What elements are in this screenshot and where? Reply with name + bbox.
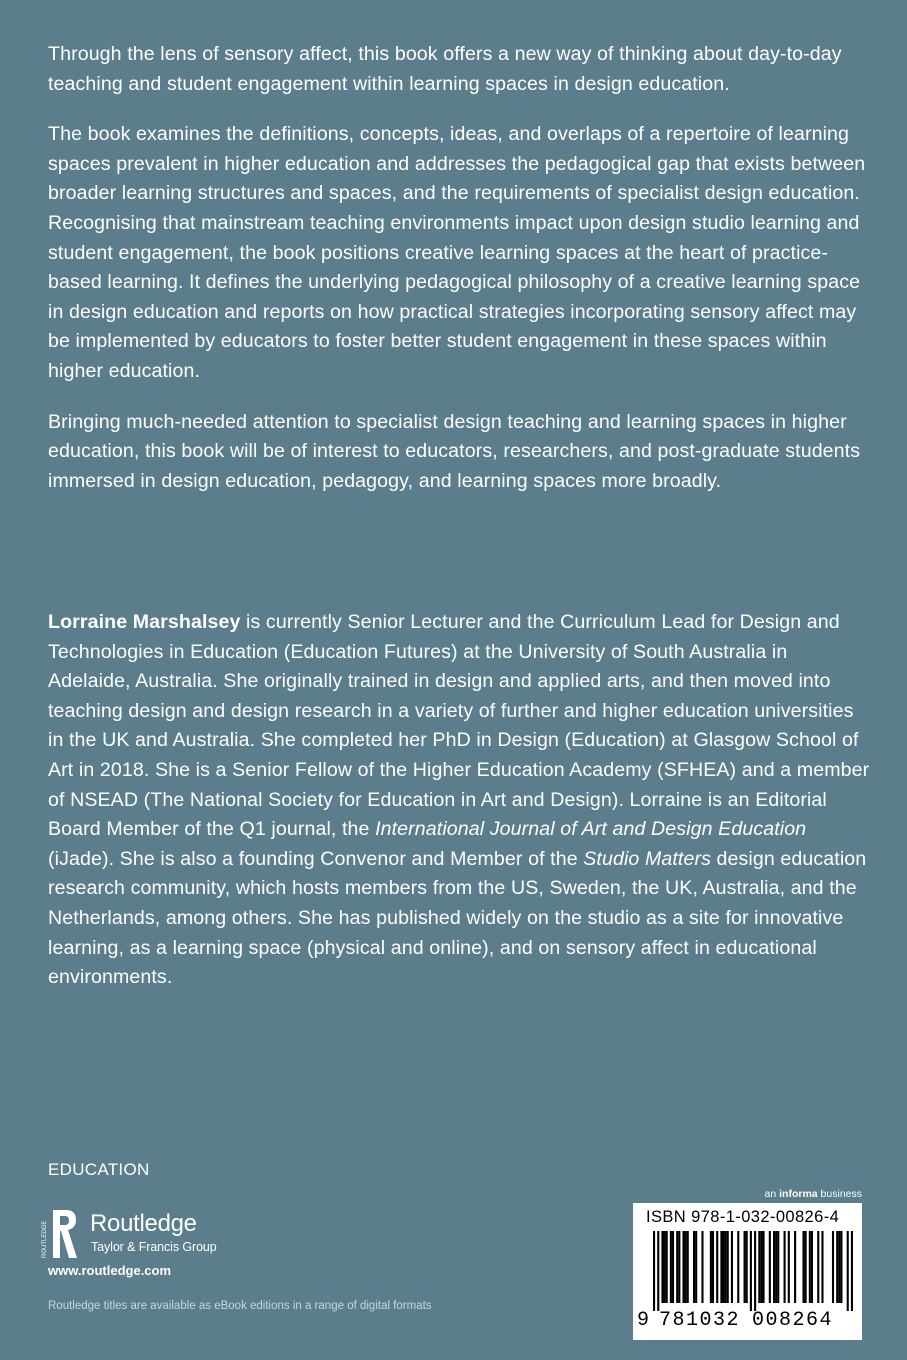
barcode-bar xyxy=(737,1231,739,1303)
bio-text-2: (iJade). She is also a founding Convenor and Member of the xyxy=(48,847,584,870)
barcode-bar xyxy=(777,1231,779,1303)
barcode-bar xyxy=(754,1231,756,1311)
blurb-paragraph-3: Bringing much-needed attention to specialist design teaching and learning spaces in higher education, this book will be of interest to educators, researchers, and post-graduate students immersed in design education, pedagogy, and learning spaces more broadly. xyxy=(48,410,861,492)
isbn-barcode xyxy=(633,1203,862,1340)
barcode-bar xyxy=(836,1231,838,1303)
routledge-r-icon xyxy=(40,1206,80,1262)
barcode-bar xyxy=(701,1231,703,1303)
barcode-bar xyxy=(661,1231,663,1303)
barcode-bar xyxy=(672,1231,674,1303)
barcode-bar xyxy=(670,1231,672,1303)
blurb-paragraph-1: Through the lens of sensory affect, this book offers a new way of thinking about day-to-day teaching and student engagement within learning spaces in design education. xyxy=(48,43,842,95)
barcode-bar xyxy=(722,1231,724,1303)
ebook-note: Routledge titles are available as eBook editions in a range of digital formats xyxy=(48,1300,432,1312)
barcode-bar xyxy=(832,1231,834,1303)
barcode-bar xyxy=(762,1231,764,1303)
barcode-bar xyxy=(805,1231,807,1303)
isbn-label: ISBN 978-1-032-00826-4 xyxy=(646,1208,840,1226)
barcode-left-group: 781032 xyxy=(659,1309,741,1332)
barcode-bar xyxy=(725,1231,727,1303)
barcode-bar xyxy=(712,1231,714,1303)
barcode-bar xyxy=(746,1231,748,1303)
barcode-bar xyxy=(666,1231,668,1303)
barcode-bar xyxy=(720,1231,722,1303)
barcode-bar xyxy=(653,1231,655,1311)
barcode-bar xyxy=(750,1231,752,1311)
blurb-paragraph-2: The book examines the definitions, concepts, ideas, and overlaps of a repertoire of learning spaces prevalent in higher education and addresses the pedagogical gap that exists between broader learning structures and spaces, and the requirements of specialist design education. Recognising that mainstream teaching environments impact upon design studio learning and student engagement, the book positions creative learning spaces at the heart of practice-based learning. It defines the underlying pedagogical philosophy of a creative learning space in design education and reports on how practical strategies incorporating sensory affect may be implemented by educators to foster better student engagement in these spaces within higher education. xyxy=(48,123,866,382)
publisher-group: Taylor & Francis Group xyxy=(91,1240,217,1254)
barcode-bar xyxy=(744,1231,746,1303)
informa-suffix: business xyxy=(817,1188,862,1200)
barcode-first-digit: 9 xyxy=(637,1309,650,1332)
barcode-bar xyxy=(847,1231,849,1311)
barcode-bar xyxy=(664,1231,666,1303)
barcode-bar xyxy=(838,1231,840,1303)
barcode-bar xyxy=(731,1231,733,1303)
routledge-logo xyxy=(40,1206,260,1262)
logo-vertical-text: ROUTLEDGE xyxy=(42,1220,48,1258)
barcode-right-group: 008264 xyxy=(752,1309,834,1332)
barcode-bar xyxy=(695,1231,697,1303)
barcode-bar xyxy=(784,1231,786,1303)
barcode-bar xyxy=(727,1231,729,1303)
author-name: Lorraine Marshalsey xyxy=(48,611,241,633)
barcode-bar xyxy=(788,1231,790,1303)
barcode-bar xyxy=(840,1231,842,1303)
informa-business-line xyxy=(765,1188,862,1200)
journal-title: International Journal of Art and Design Education xyxy=(375,818,807,841)
publisher-name: Routledge xyxy=(90,1210,197,1237)
author-bio xyxy=(48,608,870,993)
back-cover-blurb xyxy=(48,40,870,517)
barcode-bar xyxy=(676,1231,678,1303)
informa-prefix: an xyxy=(764,1188,780,1200)
barcode-bar xyxy=(802,1231,804,1303)
barcode-bar xyxy=(809,1231,811,1303)
barcode-bar xyxy=(811,1231,813,1303)
bio-text-1: is currently Senior Lecturer and the Curriculum Lead for Design and Technologies in Education (Education Futures) at the University of South Australia in Adelaide, Australia. She originally trained in design and applied arts, and then moved into teaching design and design research in a variety of further and higher education universities in the UK and Australia. She completed her PhD in Design (Education) at Glasgow School of Art in 2018. She is a Senior Fellow of the Higher Education Academy (SFHEA) and a member of NSEAD (The National Society for Education in Art and Design). Lorraine is an Editorial Board Member of the Q1 journal, the xyxy=(48,611,870,841)
community-name: Studio Matters xyxy=(583,847,711,870)
barcode-bar xyxy=(775,1231,777,1303)
barcode-bar xyxy=(716,1231,718,1303)
barcode-digits xyxy=(637,1309,859,1332)
barcode-bar xyxy=(769,1231,771,1303)
barcode-bar xyxy=(851,1231,853,1311)
publisher-website[interactable]: www.routledge.com xyxy=(48,1263,172,1278)
barcode-bar xyxy=(678,1231,680,1303)
barcode-bar xyxy=(682,1231,684,1303)
barcode-bar xyxy=(710,1231,712,1303)
barcode-bar xyxy=(758,1231,760,1303)
informa-brand: informa xyxy=(779,1188,818,1200)
barcode-bar xyxy=(693,1231,695,1303)
barcode-bar xyxy=(657,1231,659,1311)
subject-category: EDUCATION xyxy=(48,1160,150,1179)
barcode-bar xyxy=(821,1231,823,1303)
barcode-bar xyxy=(817,1231,819,1303)
barcode-bar xyxy=(687,1231,689,1303)
barcode-bar xyxy=(760,1231,762,1303)
barcode-bar xyxy=(685,1231,687,1303)
barcode-bar xyxy=(794,1231,796,1303)
barcode-bar xyxy=(773,1231,775,1303)
barcode-bars xyxy=(653,1231,853,1311)
bio-text-3: design education research community, which hosts members from the US, Sweden, the UK, Australia, and the Netherlands, among others. She has published widely on the studio as a site for innovative learning, as a learning space (physical and online), and on sensory affect in educational environments. xyxy=(48,847,867,989)
